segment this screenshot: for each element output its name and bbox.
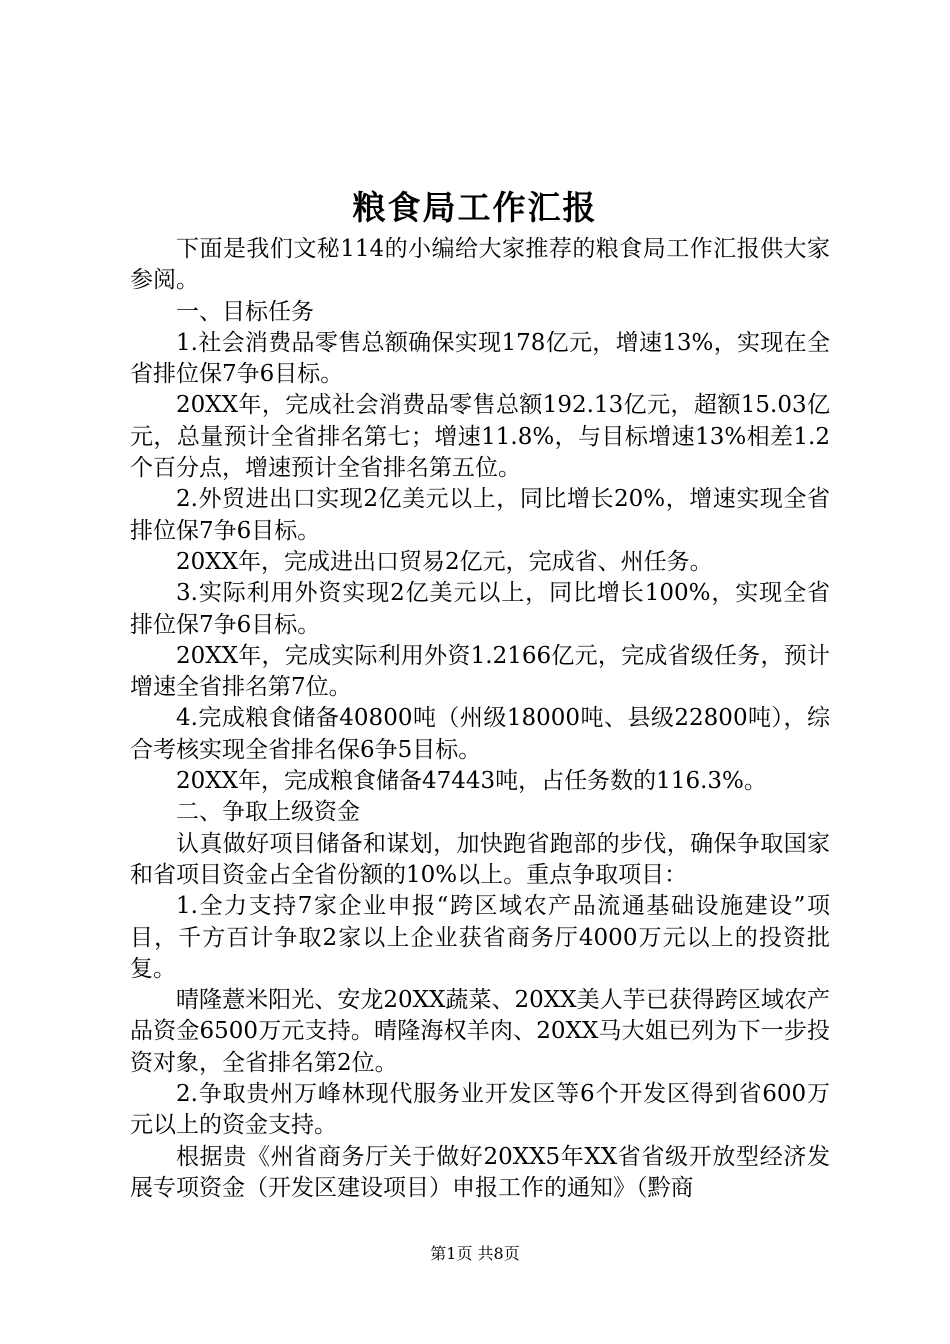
paragraph-target-2: 2.外贸进出口实现2亿美元以上，同比增长20%，增速实现全省排位保7争6目标。 [130, 486, 830, 544]
paragraph-funding-1: 1.全力支持7家企业申报“跨区域农产品流通基础设施建设”项目，千方百计争取2家以上企业获省商务厅4000万元以上的投资批复。 [130, 893, 830, 982]
paragraph-result-4: 20XX年，完成粮食储备47443吨，占任务数的116.3%。 [176, 768, 767, 795]
document-body [130, 234, 830, 1204]
document-title: 粮食局工作汇报 [352, 188, 598, 227]
paragraph-result-3: 20XX年，完成实际利用外资1.2166亿元，完成省级任务，预计增速全省排名第7位。 [130, 642, 830, 701]
paragraph-target-3: 3.实际利用外资实现2亿美元以上，同比增长100%，实现全省排位保7争6目标。 [130, 580, 830, 638]
paragraph-funding-1-result: 晴隆薏米阳光、安龙20XX蔬菜、20XX美人芋已获得跨区域农产品资金6500万元支持。晴隆海权羊肉、20XX马大姐已列为下一步投资对象，全省排名第2位。 [130, 987, 830, 1076]
paragraph-funding-2: 2.争取贵州万峰林现代服务业开发区等6个开发区得到省600万元以上的资金支持。 [130, 1081, 830, 1139]
paragraph-result-2: 20XX年，完成进出口贸易2亿元，完成省、州任务。 [176, 548, 713, 575]
paragraph-funding-2-basis: 根据贵《州省商务厅关于做好20XX5年XX省省级开放型经济发展专项资金（开发区建设项目）申报工作的通知》（黔商 [130, 1143, 830, 1201]
section-heading-funding: 二、争取上级资金 [176, 799, 360, 826]
paragraph-intro: 下面是我们文秘114的小编给大家推荐的粮食局工作汇报供大家参阅。 [130, 236, 830, 294]
section-heading-targets: 一、目标任务 [176, 298, 314, 325]
paragraph-target-1: 1.社会消费品零售总额确保实现178亿元，增速13%，实现在全省排位保7争6目标。 [130, 329, 830, 388]
paragraph-funding-intro: 认真做好项目储备和谋划，加快跑省跑部的步伐，确保争取国家和省项目资金占全省份额的10%以上。重点争取项目： [130, 830, 830, 888]
paragraph-result-1: 20XX年，完成社会消费品零售总额192.13亿元，超额15.03亿元，总量预计全省排名第七；增速11.8%，与目标增速13%相差1.2个百分点，增速预计全省排名第五位。 [130, 392, 830, 482]
page-footer: 第1页 共8页 [430, 1244, 520, 1263]
paragraph-target-4: 4.完成粮食储备40800吨（州级18000吨、县级22800吨），综合考核实现全省排名保6争5目标。 [130, 705, 830, 763]
